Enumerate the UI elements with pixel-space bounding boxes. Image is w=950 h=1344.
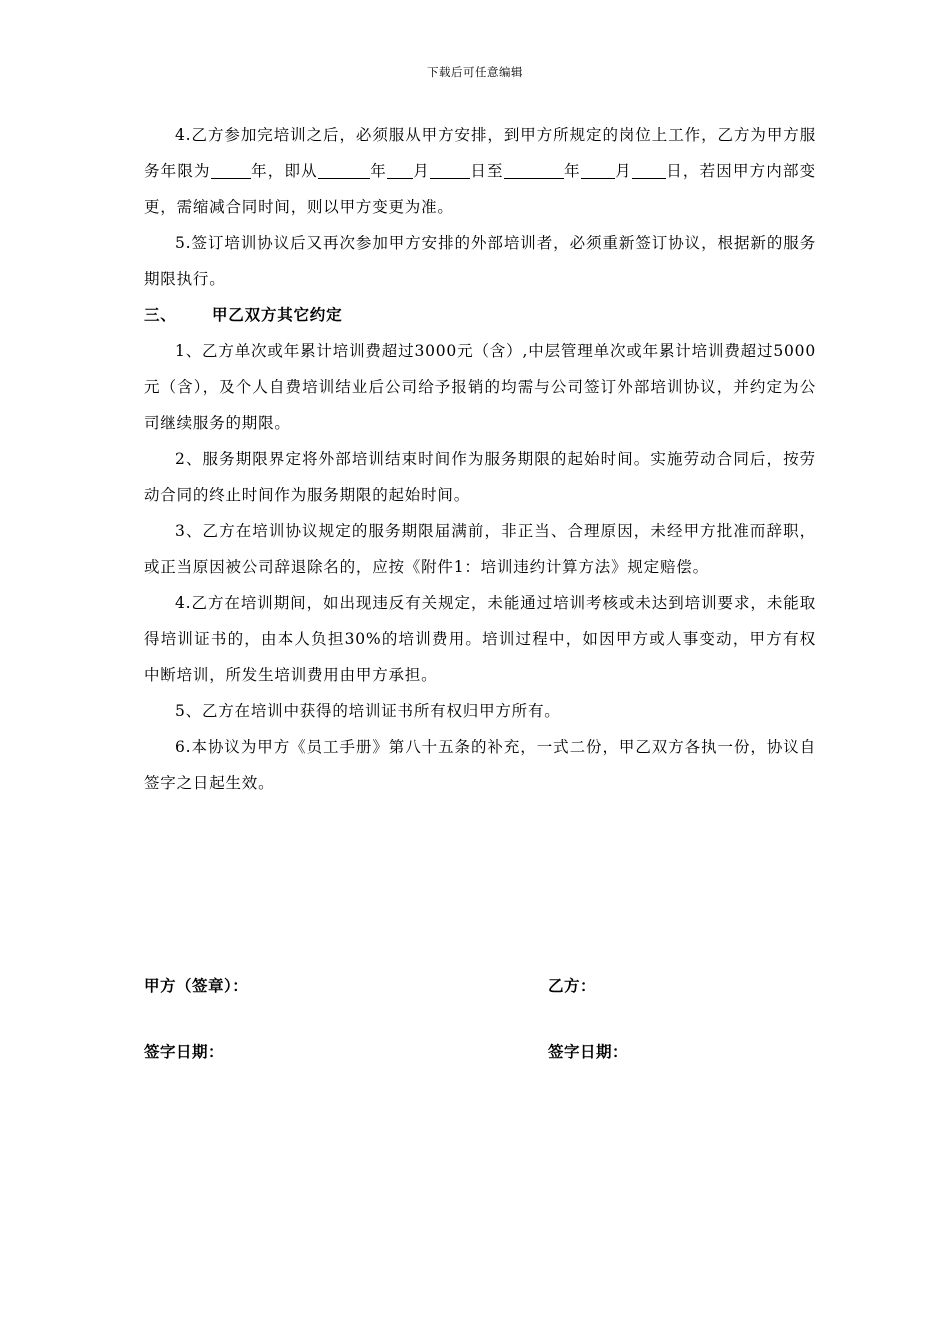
blank-start-year	[318, 162, 370, 179]
clause-4-text-f: 年	[563, 162, 581, 180]
blank-end-day	[632, 162, 666, 179]
header-note: 下载后可任意编辑	[427, 65, 523, 79]
clause-4-text-e: 日至	[469, 162, 504, 180]
item-1: 1、乙方单次或年累计培训费超过3000元（含）,中层管理单次或年累计培训费超过5000元（含），及个人自费培训结业后公司给予报销的均需与公司签订外部培训协议，并约定为公司继续服务的期限。	[144, 342, 816, 432]
blank-start-day	[430, 162, 470, 179]
clause-4-text-a: 4.乙方参加完培训之后，必须服从甲方安排，到甲方所规定的岗位上工作，乙方为甲方服务年限为	[144, 126, 816, 180]
blank-end-month	[581, 162, 615, 179]
item-4: 4.乙方在培训期间，如出现违反有关规定，未能通过培训考核或未达到培训要求，未能取得培训证书的，由本人负担30%的培训费用。培训过程中，如因甲方或人事变动，甲方有权中断培训，所发生培训费用由甲方承担。	[144, 594, 816, 684]
clause-4-text-h: 日，若因甲方内部变更，需缩减合同时间，则以甲方变更为准。	[144, 162, 816, 216]
clause-5: 5.签订培训协议后又再次参加甲方安排的外部培训者，必须重新签订协议，根据新的服务期限执行。	[144, 234, 816, 288]
party-b-date-label: 签字日期：	[548, 1043, 629, 1061]
section-3-title: 甲乙双方其它约定	[212, 306, 343, 324]
blank-start-month	[387, 162, 413, 179]
section-3-heading	[144, 297, 816, 333]
clause-4-text-c: 年	[369, 162, 387, 180]
blank-years	[211, 162, 251, 179]
clause-4-text-d: 月	[412, 162, 430, 180]
item-5: 5、乙方在培训中获得的培训证书所有权归甲方所有。	[175, 702, 561, 720]
clause-4-text-b: 年，即从	[250, 162, 318, 180]
document-body	[144, 117, 816, 801]
party-a-date-label: 签字日期：	[144, 1043, 225, 1061]
item-3: 3、乙方在培训协议规定的服务期限届满前，非正当、合理原因，未经甲方批准而辞职，或正当原因被公司辞退除名的，应按《附件1：培训违约计算方法》规定赔偿。	[144, 522, 816, 576]
item-6: 6.本协议为甲方《员工手册》第八十五条的补充，一式二份，甲乙双方各执一份，协议自签字之日起生效。	[144, 738, 816, 792]
section-3-number: 三、	[144, 306, 177, 324]
clause-4-text-g: 月	[614, 162, 632, 180]
party-a-signature-label: 甲方（签章）：	[144, 977, 249, 995]
item-2: 2、服务期限界定将外部培训结束时间作为服务期限的起始时间。实施劳动合同后，按劳动合同的终止时间作为服务期限的起始时间。	[144, 450, 816, 504]
clause-4	[144, 117, 816, 225]
blank-end-year	[504, 162, 564, 179]
party-b-signature-label: 乙方：	[548, 977, 597, 995]
